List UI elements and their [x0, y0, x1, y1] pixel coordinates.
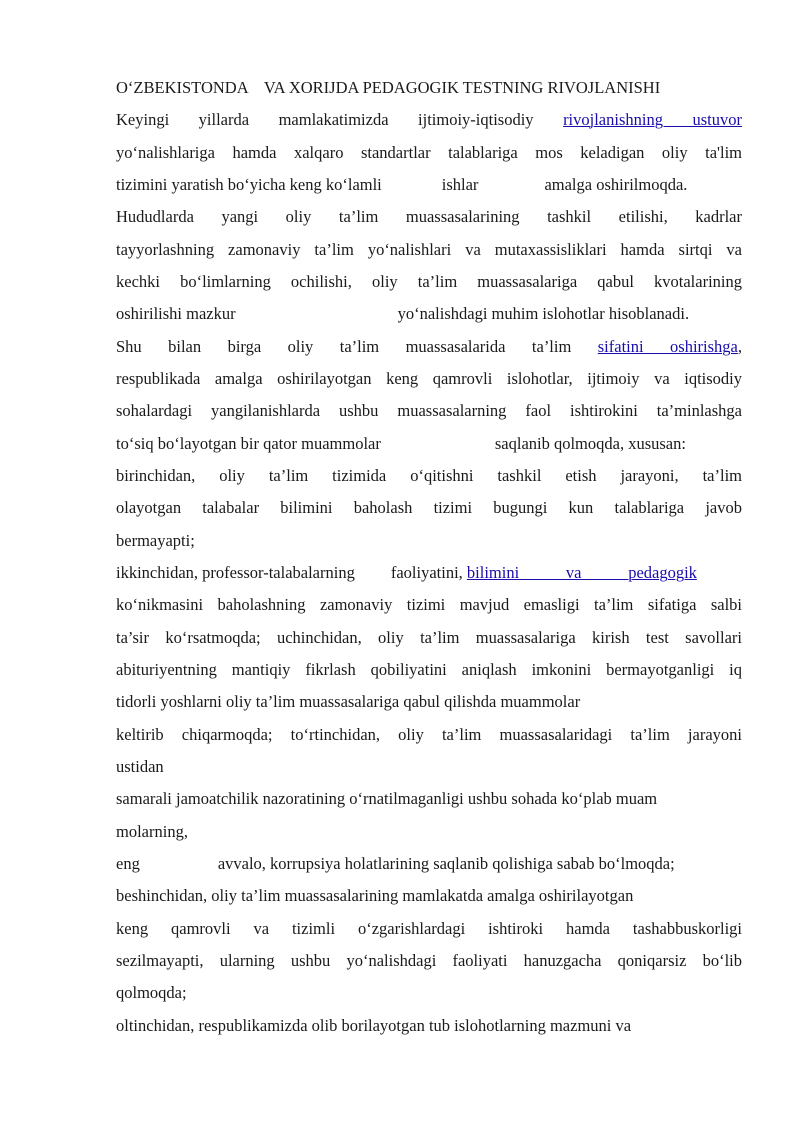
text-line-26: keng qamrovli va tizimli o‘zgarishlardagi ishtiroki hamda tashabbuskorligi — [116, 919, 742, 938]
text-line-8: Shu bilan birga oliy ta’lim muassasalarida ta’lim sifatini oshirishga, — [116, 337, 742, 356]
text-line-12: birinchidan, oliy ta’lim tizimida o‘qitishni tashkil etish jarayoni, ta’lim — [116, 466, 742, 485]
text-line-11: to‘siq bo‘layotgan bir qator muammolar saqlanib qolmoqda, xususan: — [116, 434, 686, 453]
text-line-10: sohalardagi yangilanishlarda ushbu muassasalarning faol ishtirokini ta’minlashga — [116, 401, 742, 420]
text-line-7: oshirilishi mazkur yo‘nalishdagi muhim islohotlar hisoblanadi. — [116, 304, 690, 323]
text-line-17: ta’sir ko‘rsatmoqda; uchinchidan, oliy ta’lim muassasalariga kirish test savollari — [116, 628, 742, 647]
text-line-20: keltirib chiqarmoqda; to‘rtinchidan, oliy ta’lim muassasalaridagi ta’lim jarayoni — [116, 725, 742, 744]
text-line-28: qolmoqda; — [116, 983, 187, 1002]
text-line-9: respublikada amalga oshirilayotgan keng qamrovli islohotlar, ijtimoiy va iqtisodiy — [116, 369, 742, 388]
text-line-19: tidorli yoshlarni oliy ta’lim muassasalariga qabul qilishda muammolar — [116, 692, 581, 711]
text-line-16: ko‘nikmasini baholashning zamonaviy tizimi mavjud emasligi ta’lim sifatiga salbi — [116, 595, 742, 614]
text-line-13: olayotgan talabalar bilimini baholash tizimi bugungi kun talablariga javob — [116, 498, 742, 517]
text-line-27: sezilmayapti, ularning ushbu yo‘nalishdagi faoliyati hanuzgacha qoniqarsiz bo‘lib — [116, 951, 742, 970]
text-line-21: ustidan — [116, 757, 164, 776]
text-line-23: molarning, — [116, 822, 188, 841]
text-line-4: Hududlarda yangi oliy ta’lim muassasalarining tashkil etilishi, kadrlar — [116, 207, 742, 226]
text-line-14: bermayapti; — [116, 531, 195, 550]
link-bilimini-va-pedagogik[interactable]: bilimini va pedagogik — [466, 563, 697, 582]
text-line-15: ikkinchidan, professor-talabalarning faoliyatini, bilimini va pedagogik — [116, 561, 742, 585]
text-line-24: eng avvalo, korrupsiya holatlarining saqlanib qolishiga sabab bo‘lmoqda; — [116, 854, 675, 873]
text-line-3: tizimini yaratish bo‘yicha keng ko‘lamli ishlar amalga oshirilmoqda. — [116, 175, 688, 194]
text-line-2: yo‘nalishlariga hamda xalqaro standartlar talablariga mos keladigan oliy ta'lim — [116, 143, 742, 162]
text-line-5: tayyorlashning zamonaviy ta’lim yo‘nalishlari va mutaxassisliklari hamda sirtqi va — [116, 240, 742, 259]
text-line-29: oltinchidan, respublikamizda olib borilayotgan tub islohotlarning mazmuni va — [116, 1016, 632, 1035]
text-line-25: beshinchidan, oliy ta’lim muassasalarining mamlakatda amalga oshirilayotgan — [116, 886, 634, 905]
text-line-6: kechki bo‘limlarning ochilishi, oliy ta’lim muassasalariga qabul kvotalarining — [116, 272, 742, 291]
document-title: O‘ZBEKISTONDA VA XORIJDA PEDAGOGIK TESTNING RIVOJLANISHI — [116, 78, 661, 97]
text-line-18: abituriyentning mantiqiy fikrlash qobiliyatini aniqlash imkonini bermayotganligi iq — [116, 660, 742, 679]
text-line-22: samarali jamoatchilik nazoratining o‘rnatilmaganligi ushbu sohada ko‘plab muam — [116, 789, 658, 808]
link-rivojlanishning-ustuvor[interactable]: rivojlanishning ustuvor — [563, 110, 742, 129]
text-line-1: Keyingi yillarda mamlakatimizda ijtimoiy-iqtisodiy rivojlanishning ustuvor — [116, 110, 742, 129]
link-sifatini-oshirishga[interactable]: sifatini oshirishga — [597, 337, 738, 356]
